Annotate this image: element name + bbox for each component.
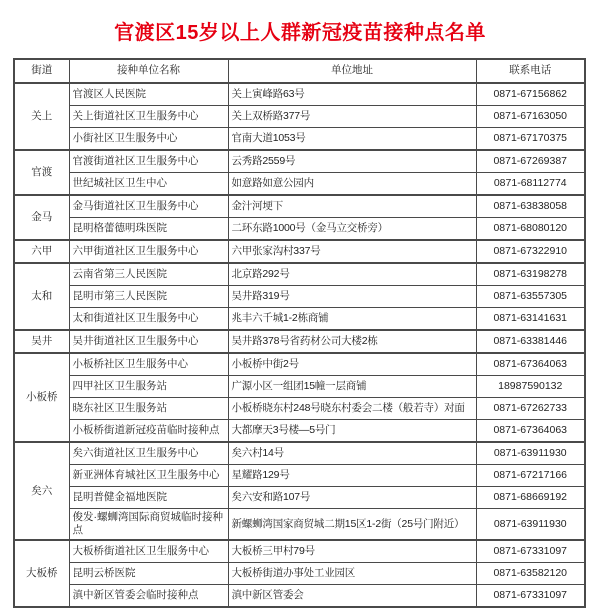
- table-row: [14, 465, 585, 487]
- header-street: 街道: [14, 59, 69, 83]
- phone-cell: 0871-68080120: [476, 218, 585, 241]
- phone-cell: 0871-67364063: [476, 420, 585, 443]
- header-phone: 联系电话: [476, 59, 585, 83]
- street-cell: 吴井: [14, 330, 69, 353]
- phone-cell: 0871-67217166: [476, 465, 585, 487]
- phone-cell: 0871-67163050: [476, 106, 585, 128]
- header-site-name: 接种单位名称: [69, 59, 228, 83]
- phone-cell: 0871-63557305: [476, 286, 585, 308]
- table-row: [14, 376, 585, 398]
- address-cell: 大都摩天3号楼—5号门: [228, 420, 476, 443]
- page-title: 官渡区15岁以上人群新冠疫苗接种点名单: [114, 22, 486, 44]
- phone-cell: 0871-67331097: [476, 585, 585, 608]
- site-name-cell: 关上街道社区卫生服务中心: [69, 106, 228, 128]
- table-row: [14, 563, 585, 585]
- table-row: [14, 308, 585, 331]
- street-cell: 大板桥: [14, 540, 69, 607]
- address-cell: 广源小区一组团15幢一层商铺: [228, 376, 476, 398]
- table-row: [14, 83, 585, 106]
- site-name-cell: 小街社区卫生服务中心: [69, 128, 228, 151]
- address-cell: 六甲张家沟村337号: [228, 240, 476, 263]
- site-name-cell: 四甲社区卫生服务站: [69, 376, 228, 398]
- address-cell: 吴井路378号省药材公司大楼2栋: [228, 330, 476, 353]
- table-row: [14, 585, 585, 608]
- address-cell: 大板桥三甲村79号: [228, 540, 476, 563]
- phone-cell: 0871-63381446: [476, 330, 585, 353]
- address-cell: 关上双桥路377号: [228, 106, 476, 128]
- site-name-cell: 小板桥街道新冠疫苗临时接种点: [69, 420, 228, 443]
- table-row: [14, 509, 585, 541]
- address-cell: 新螺蛳湾国家商贸城二期15区1-2街（25号门附近）: [228, 509, 476, 541]
- site-name-cell: 金马街道社区卫生服务中心: [69, 195, 228, 218]
- vaccination-sites-table: [13, 58, 586, 608]
- site-name-cell: 太和街道社区卫生服务中心: [69, 308, 228, 331]
- phone-cell: 0871-63141631: [476, 308, 585, 331]
- address-cell: 北京路292号: [228, 263, 476, 286]
- header-address: 单位地址: [228, 59, 476, 83]
- site-name-cell: 昆明格蕾德明珠医院: [69, 218, 228, 241]
- site-name-cell: 晓东社区卫生服务站: [69, 398, 228, 420]
- phone-cell: 18987590132: [476, 376, 585, 398]
- table-row: [14, 150, 585, 173]
- table-row: [14, 106, 585, 128]
- address-cell: 小板桥中街2号: [228, 353, 476, 376]
- address-cell: 兆丰六千城1-2栋商铺: [228, 308, 476, 331]
- site-name-cell: 昆明市第三人民医院: [69, 286, 228, 308]
- address-cell: 小板桥晓东村248号晓东村委会二楼（般若寺）对面: [228, 398, 476, 420]
- address-cell: 云秀路2559号: [228, 150, 476, 173]
- address-cell: 关上寅峰路63号: [228, 83, 476, 106]
- phone-cell: 0871-67156862: [476, 83, 585, 106]
- table-row: [14, 353, 585, 376]
- table-row: [14, 487, 585, 509]
- phone-cell: 0871-67331097: [476, 540, 585, 563]
- street-cell: 关上: [14, 83, 69, 150]
- table-row: [14, 330, 585, 353]
- site-name-cell: 昆明普健金福地医院: [69, 487, 228, 509]
- address-cell: 星耀路129号: [228, 465, 476, 487]
- phone-cell: 0871-67170375: [476, 128, 585, 151]
- table-row: [14, 173, 585, 196]
- address-cell: 金汁河埂下: [228, 195, 476, 218]
- street-cell: 官渡: [14, 150, 69, 195]
- address-cell: 如意路如意公园内: [228, 173, 476, 196]
- address-cell: 大板桥街道办事处工业园区: [228, 563, 476, 585]
- phone-cell: 0871-68112774: [476, 173, 585, 196]
- address-cell: 滇中新区管委会: [228, 585, 476, 608]
- site-name-cell: 昆明云桥医院: [69, 563, 228, 585]
- street-cell: 金马: [14, 195, 69, 240]
- site-name-cell: 六甲街道社区卫生服务中心: [69, 240, 228, 263]
- address-cell: 吴井路319号: [228, 286, 476, 308]
- site-name-cell: 吴井街道社区卫生服务中心: [69, 330, 228, 353]
- street-cell: 六甲: [14, 240, 69, 263]
- address-cell: 二环东路1000号（金马立交桥旁）: [228, 218, 476, 241]
- address-cell: 矣六安和路107号: [228, 487, 476, 509]
- phone-cell: 0871-67262733: [476, 398, 585, 420]
- site-name-cell: 云南省第三人民医院: [69, 263, 228, 286]
- phone-cell: 0871-67364063: [476, 353, 585, 376]
- site-name-cell: 滇中新区管委会临时接种点: [69, 585, 228, 608]
- site-name-cell: 新亚洲体育城社区卫生服务中心: [69, 465, 228, 487]
- site-name-cell: 俊发·螺蛳湾国际商贸城临时接种点: [69, 509, 228, 541]
- address-cell: 官南大道1053号: [228, 128, 476, 151]
- phone-cell: 0871-63582120: [476, 563, 585, 585]
- table-row: [14, 420, 585, 443]
- header-row: [14, 59, 585, 83]
- phone-cell: 0871-68669192: [476, 487, 585, 509]
- site-name-cell: 大板桥街道社区卫生服务中心: [69, 540, 228, 563]
- phone-cell: 0871-67322910: [476, 240, 585, 263]
- phone-cell: 0871-63838058: [476, 195, 585, 218]
- table-row: [14, 195, 585, 218]
- street-cell: 太和: [14, 263, 69, 330]
- table-row: [14, 263, 585, 286]
- phone-cell: 0871-63911930: [476, 509, 585, 541]
- table-row: [14, 286, 585, 308]
- site-name-cell: 官渡区人民医院: [69, 83, 228, 106]
- table-row: [14, 128, 585, 151]
- table-row: [14, 540, 585, 563]
- street-cell: 矣六: [14, 442, 69, 540]
- table-row: [14, 398, 585, 420]
- phone-cell: 0871-63911930: [476, 442, 585, 465]
- table-row: [14, 442, 585, 465]
- site-name-cell: 官渡街道社区卫生服务中心: [69, 150, 228, 173]
- site-name-cell: 矣六街道社区卫生服务中心: [69, 442, 228, 465]
- table-row: [14, 240, 585, 263]
- site-name-cell: 小板桥社区卫生服务中心: [69, 353, 228, 376]
- table-row: [14, 218, 585, 241]
- street-cell: 小板桥: [14, 353, 69, 442]
- address-cell: 矣六村14号: [228, 442, 476, 465]
- site-name-cell: 世纪城社区卫生中心: [69, 173, 228, 196]
- phone-cell: 0871-63198278: [476, 263, 585, 286]
- phone-cell: 0871-67269387: [476, 150, 585, 173]
